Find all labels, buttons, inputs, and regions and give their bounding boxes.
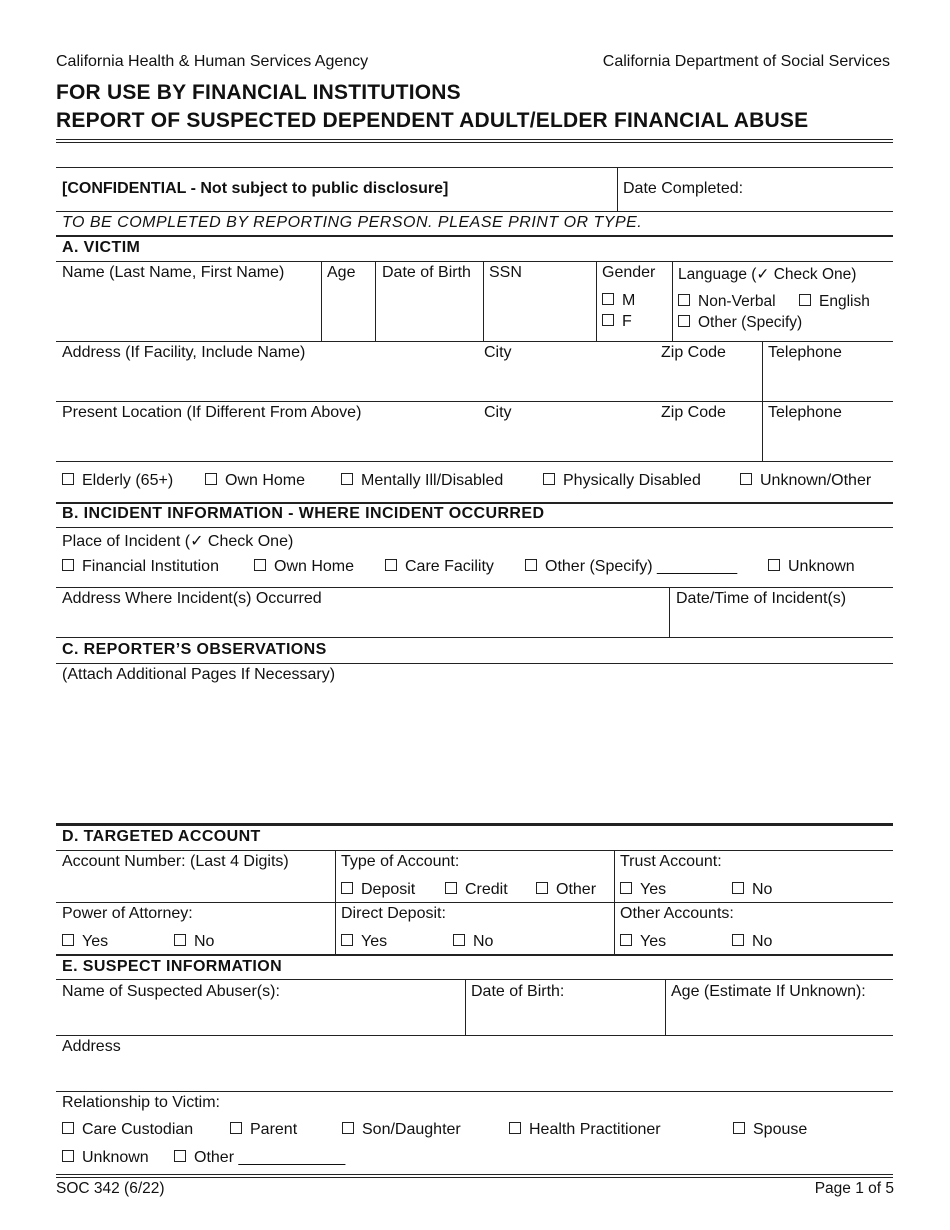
checkbox-icon <box>62 1122 74 1134</box>
checkbox-icon <box>732 934 744 946</box>
agency-left: California Health & Human Services Agency <box>56 53 369 70</box>
type-other-checkbox[interactable]: Other <box>536 881 596 899</box>
checkbox-icon <box>732 882 744 894</box>
agency-right: California Department of Social Services <box>602 53 890 70</box>
header-rule-top <box>56 139 893 140</box>
victim-telephone-field[interactable]: Telephone <box>768 344 842 361</box>
form-title-line1: FOR USE BY FINANCIAL INSTITUTIONS <box>56 81 461 104</box>
checkbox-icon <box>453 934 465 946</box>
suspect-name-field[interactable]: Name of Suspected Abuser(s): <box>62 983 280 1000</box>
section-b-heading: B. INCIDENT INFORMATION - WHERE INCIDENT OCCURRED <box>62 505 545 522</box>
rel-parent-checkbox[interactable]: Parent <box>230 1121 297 1139</box>
checkbox-icon <box>620 934 632 946</box>
victim-ssn-field[interactable]: SSN <box>489 264 522 281</box>
place-other-checkbox[interactable]: Other (Specify) _________ <box>525 558 737 576</box>
present-city-field[interactable]: City <box>484 404 512 421</box>
trust-account-label: Trust Account: <box>620 853 722 870</box>
other-accounts-no-checkbox[interactable]: No <box>732 933 772 951</box>
checkbox-icon <box>678 315 690 327</box>
gender-label: Gender <box>602 264 656 281</box>
trust-yes-checkbox[interactable]: Yes <box>620 881 666 899</box>
checkbox-icon <box>62 559 74 571</box>
category-ownhome-checkbox[interactable]: Own Home <box>205 472 305 490</box>
section-c-heading: C. REPORTER’S OBSERVATIONS <box>62 641 327 658</box>
account-type-label: Type of Account: <box>341 853 460 870</box>
place-unknown-checkbox[interactable]: Unknown <box>768 558 855 576</box>
instructions: TO BE COMPLETED BY REPORTING PERSON. PLEASE PRINT OR TYPE. <box>62 214 643 231</box>
relationship-label: Relationship to Victim: <box>62 1094 220 1111</box>
victim-age-field[interactable]: Age <box>327 264 356 281</box>
place-of-incident-label: Place of Incident (✓ Check One) <box>62 533 294 550</box>
checkbox-icon <box>536 882 548 894</box>
victim-zip-field[interactable]: Zip Code <box>661 344 726 361</box>
rel-care-custodian-checkbox[interactable]: Care Custodian <box>62 1121 193 1139</box>
trust-no-checkbox[interactable]: No <box>732 881 772 899</box>
account-number-field[interactable]: Account Number: (Last 4 Digits) <box>62 853 289 870</box>
place-financial-checkbox[interactable]: Financial Institution <box>62 558 219 576</box>
checkbox-icon <box>62 934 74 946</box>
rel-other-checkbox[interactable]: Other ____________ <box>174 1149 345 1167</box>
section-a-heading: A. VICTIM <box>62 239 141 256</box>
language-nonverbal-checkbox[interactable]: Non-Verbal <box>678 293 776 311</box>
checkbox-icon <box>799 294 811 306</box>
checkbox-icon <box>602 314 614 326</box>
direct-no-checkbox[interactable]: No <box>453 933 493 951</box>
victim-address-field[interactable]: Address (If Facility, Include Name) <box>62 344 306 361</box>
checkbox-icon <box>174 934 186 946</box>
direct-deposit-label: Direct Deposit: <box>341 905 446 922</box>
present-telephone-field[interactable]: Telephone <box>768 404 842 421</box>
type-credit-checkbox[interactable]: Credit <box>445 881 508 899</box>
checkbox-icon <box>509 1122 521 1134</box>
checkbox-icon <box>543 473 555 485</box>
category-physically-checkbox[interactable]: Physically Disabled <box>543 472 701 490</box>
poa-no-checkbox[interactable]: No <box>174 933 214 951</box>
checkbox-icon <box>445 882 457 894</box>
rel-son-daughter-checkbox[interactable]: Son/Daughter <box>342 1121 461 1139</box>
gender-m-checkbox[interactable]: M <box>602 292 635 310</box>
rule <box>56 167 893 168</box>
place-care-checkbox[interactable]: Care Facility <box>385 558 494 576</box>
checkbox-icon <box>174 1150 186 1162</box>
poa-yes-checkbox[interactable]: Yes <box>62 933 108 951</box>
checkbox-icon <box>733 1122 745 1134</box>
other-accounts-label: Other Accounts: <box>620 905 734 922</box>
gender-f-checkbox[interactable]: F <box>602 313 632 331</box>
incident-address-field[interactable]: Address Where Incident(s) Occurred <box>62 590 322 607</box>
checkbox-icon <box>385 559 397 571</box>
checkbox-icon <box>768 559 780 571</box>
direct-yes-checkbox[interactable]: Yes <box>341 933 387 951</box>
category-mentally-checkbox[interactable]: Mentally Ill/Disabled <box>341 472 503 490</box>
victim-name-field[interactable]: Name (Last Name, First Name) <box>62 264 285 281</box>
suspect-address-field[interactable]: Address <box>62 1038 121 1055</box>
date-completed-field[interactable]: Date Completed: <box>623 180 744 197</box>
form-id: SOC 342 (6/22) <box>56 1180 165 1197</box>
checkbox-icon <box>740 473 752 485</box>
header-rule-bottom <box>56 142 893 143</box>
checkbox-icon <box>341 882 353 894</box>
confidential-note: [CONFIDENTIAL - Not subject to public disclosure] <box>62 180 449 197</box>
checkbox-icon <box>602 293 614 305</box>
checkbox-icon <box>678 294 690 306</box>
section-e-heading: E. SUSPECT INFORMATION <box>62 958 283 975</box>
language-other-checkbox[interactable]: Other (Specify) <box>678 314 802 332</box>
section-d-heading: D. TARGETED ACCOUNT <box>62 828 261 845</box>
category-elderly-checkbox[interactable]: Elderly (65+) <box>62 472 173 490</box>
rel-health-practitioner-checkbox[interactable]: Health Practitioner <box>509 1121 661 1139</box>
present-location-field[interactable]: Present Location (If Different From Above) <box>62 404 362 421</box>
victim-city-field[interactable]: City <box>484 344 512 361</box>
power-of-attorney-label: Power of Attorney: <box>62 905 193 922</box>
type-deposit-checkbox[interactable]: Deposit <box>341 881 415 899</box>
rel-unknown-checkbox[interactable]: Unknown <box>62 1149 149 1167</box>
language-english-checkbox[interactable]: English <box>799 293 870 311</box>
place-ownhome-checkbox[interactable]: Own Home <box>254 558 354 576</box>
incident-datetime-field[interactable]: Date/Time of Incident(s) <box>676 590 847 607</box>
checkbox-icon <box>525 559 537 571</box>
checkbox-icon <box>341 934 353 946</box>
checkbox-icon <box>62 1150 74 1162</box>
language-label: Language (✓ Check One) <box>678 266 857 283</box>
checkbox-icon <box>620 882 632 894</box>
checkbox-icon <box>62 473 74 485</box>
other-accounts-yes-checkbox[interactable]: Yes <box>620 933 666 951</box>
checkbox-icon <box>342 1122 354 1134</box>
suspect-age-field[interactable]: Age (Estimate If Unknown): <box>671 983 866 1000</box>
checkbox-icon <box>341 473 353 485</box>
checkbox-icon <box>205 473 217 485</box>
victim-dob-field[interactable]: Date of Birth <box>382 264 471 281</box>
checkbox-icon <box>254 559 266 571</box>
form-title-line2: REPORT OF SUSPECTED DEPENDENT ADULT/ELDER FINANCIAL ABUSE <box>56 109 809 132</box>
category-unknown-checkbox[interactable]: Unknown/Other <box>740 472 871 490</box>
present-zip-field[interactable]: Zip Code <box>661 404 726 421</box>
observations-field[interactable]: (Attach Additional Pages If Necessary) <box>62 666 336 683</box>
rel-spouse-checkbox[interactable]: Spouse <box>733 1121 807 1139</box>
checkbox-icon <box>230 1122 242 1134</box>
suspect-dob-field[interactable]: Date of Birth: <box>471 983 565 1000</box>
page-number: Page 1 of 5 <box>814 1180 894 1197</box>
